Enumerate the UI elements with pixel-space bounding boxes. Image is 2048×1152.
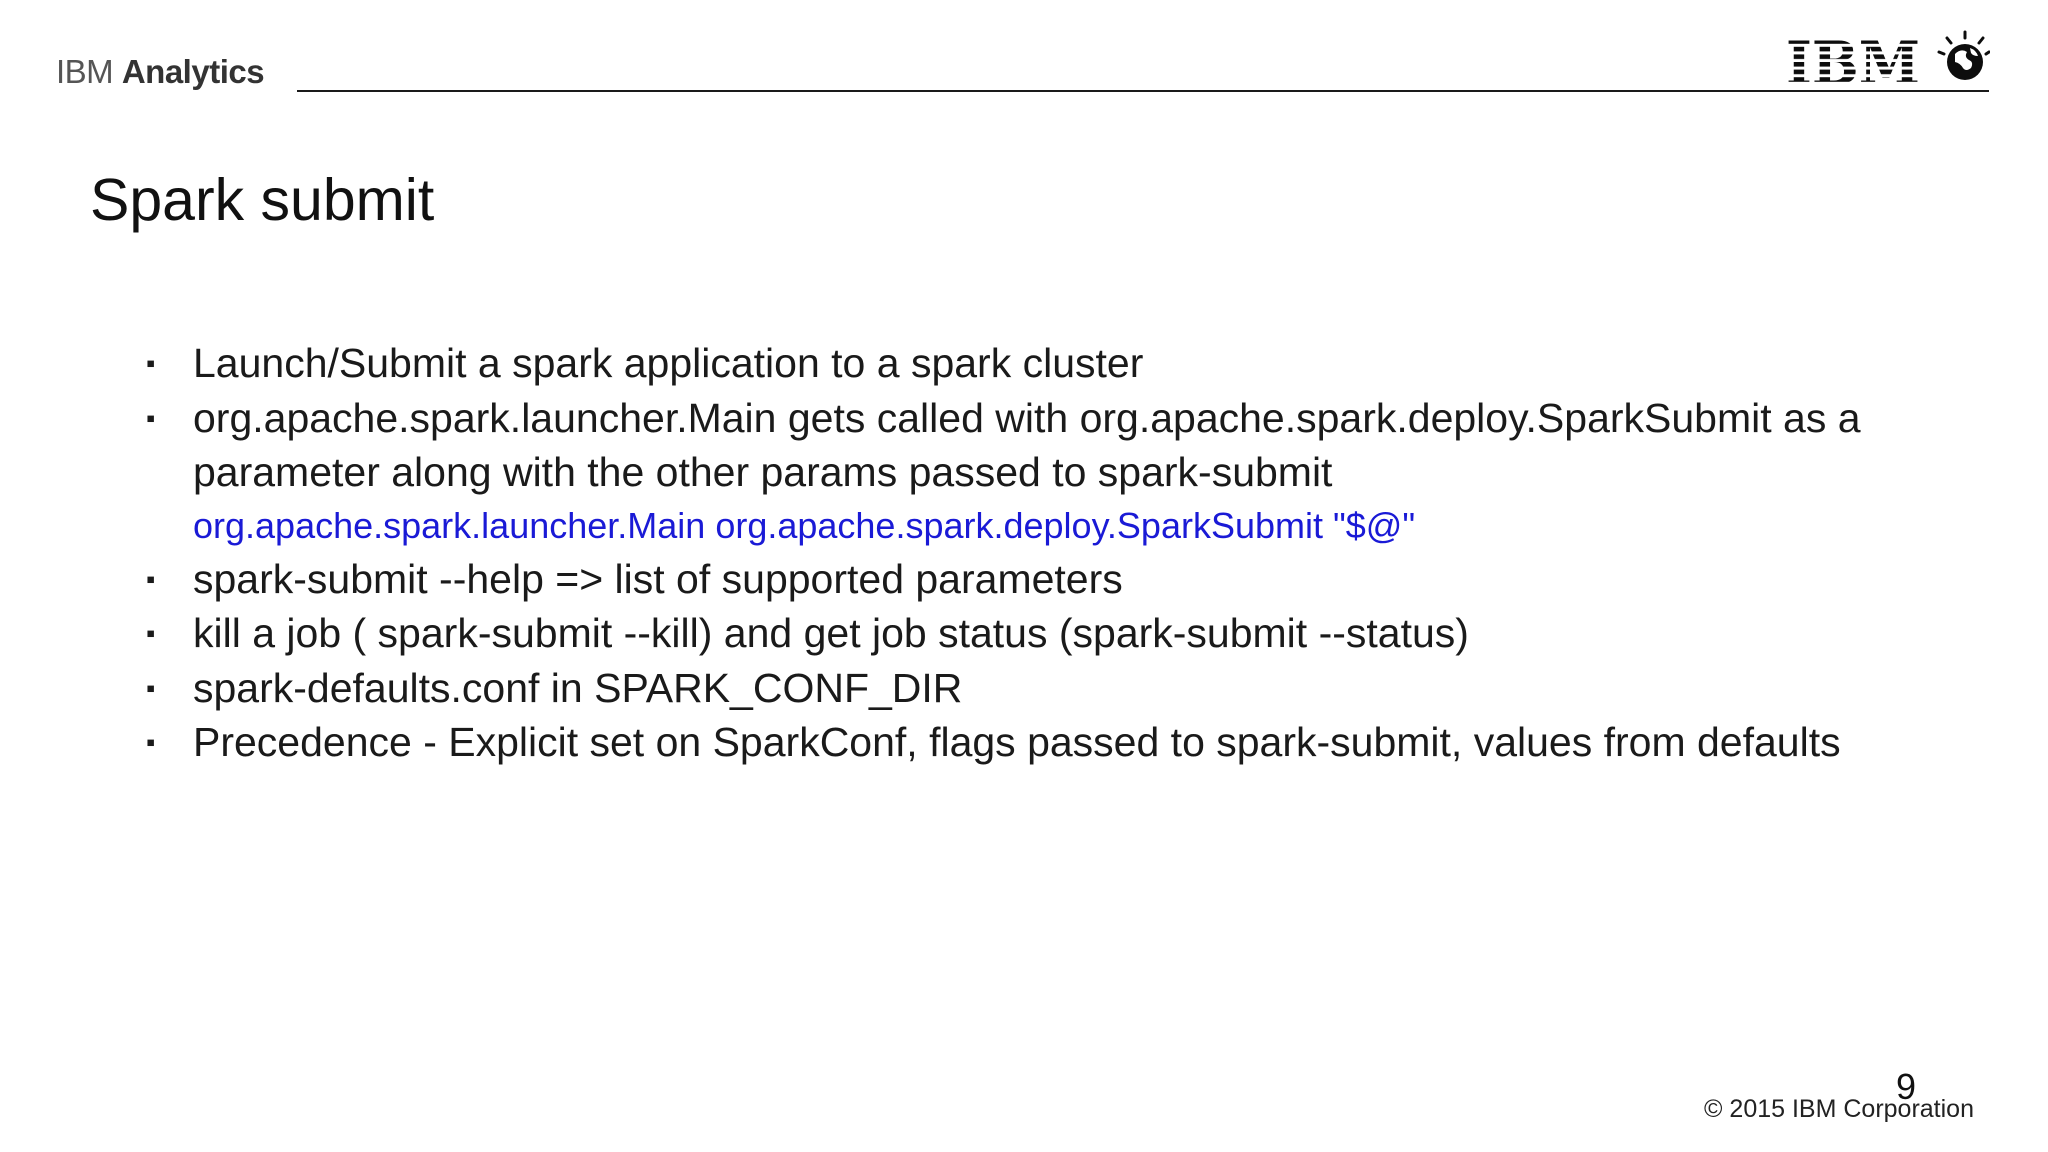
bullet-text: spark-submit --help => list of supported parameters [193,555,1123,602]
bullet-list [140,336,2000,770]
header-divider [297,90,1989,92]
ibm-analytics-brand [56,52,264,92]
bullet-text: org.apache.spark.launcher.Main gets called with org.apache.spark.deploy.SparkSubmit as a parameter along with the other params passed to spark-submit [193,394,1861,495]
ibm-logo [1784,24,1990,94]
bullet-marker: ▪ [146,618,156,648]
bullet-item [140,552,2000,607]
bullet-text: Precedence - Explicit set on SparkConf, flags passed to spark-submit, values from defaults [193,719,1841,765]
bullet-item [140,715,2000,770]
slide-title: Spark submit [90,166,435,233]
bullet-text: Launch/Submit a spark application to a spark cluster [193,340,1144,386]
brand-product: Analytics [121,53,265,90]
copyright-notice: © 2015 IBM Corporation [1704,1095,1974,1123]
brand-prefix: IBM [56,53,114,90]
bullet-item [140,336,2000,391]
bullet-marker: ▪ [146,348,156,378]
bullet-text: spark-defaults.conf in SPARK_CONF_DIR [193,664,963,711]
bullet-item [140,391,2000,552]
bullet-marker: ▪ [146,402,156,433]
bullet-text: kill a job ( spark-submit --kill) and get job status (spark-submit --status) [193,610,1469,656]
bullet-marker: ▪ [146,672,156,703]
bullet-marker: ▪ [146,727,156,757]
code-example: org.apache.spark.launcher.Main org.apache.spark.deploy.SparkSubmit "$@" [193,504,1416,546]
bullet-marker: ▪ [146,563,156,594]
smarter-planet-globe-icon [1939,32,1989,80]
bullet-item [140,661,2000,716]
page-number: 9 [1896,1066,1917,1107]
ibm-logo-wordmark: IBM [1786,29,1920,94]
bullet-item [140,606,2000,661]
